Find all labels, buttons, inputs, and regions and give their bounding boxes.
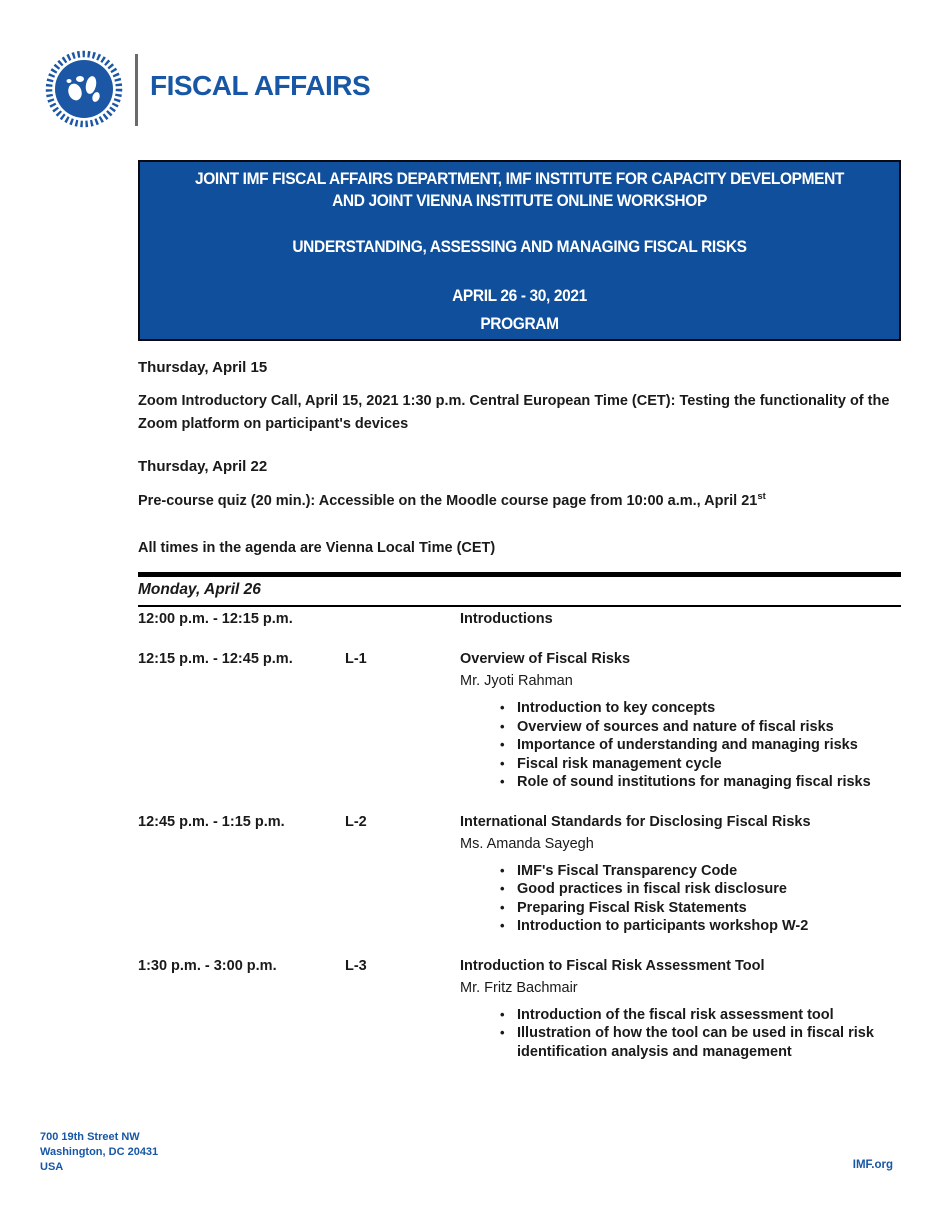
title-box-line2: AND JOINT VIENNA INSTITUTE ONLINE WORKSHOP xyxy=(332,192,707,210)
session-code: L-3 xyxy=(345,957,367,974)
pre-course-quiz-main: Pre-course quiz (20 min.): Accessible on the Moodle course page from 10:00 a.m., April 21 xyxy=(138,492,758,509)
day-heading-monday: Monday, April 26 xyxy=(138,580,261,598)
session-bullets xyxy=(460,862,901,936)
workshop-title-box xyxy=(138,160,901,341)
bullet-item: • Illustration of how the tool can be used in fiscal risk identification analysis and management xyxy=(500,1024,901,1061)
zoom-call-text: Zoom Introductory Call, April 15, 2021 1:30 p.m. Central European Time (CET): Testing the functionality of the Zoom platform on participant's devices xyxy=(138,393,890,432)
bullet-item: • Introduction of the fiscal risk assessment tool xyxy=(500,1006,901,1025)
session-time: 12:15 p.m. - 12:45 p.m. xyxy=(138,651,293,668)
bullet-item: • Fiscal risk management cycle xyxy=(500,755,901,774)
session-time: 12:00 p.m. - 12:15 p.m. xyxy=(138,611,293,628)
bullet-item: • Role of sound institutions for managing fiscal risks xyxy=(500,773,901,792)
agenda-row xyxy=(138,610,901,629)
section-heading-april-22: Thursday, April 22 xyxy=(138,458,268,475)
session-content xyxy=(460,957,901,1062)
bullet-item: • Introduction to key concepts xyxy=(500,699,901,718)
agenda-row xyxy=(138,650,901,792)
session-content xyxy=(460,610,901,629)
program-label: PROGRAM xyxy=(480,315,559,333)
fiscal-affairs-wordmark: FISCAL AFFAIRS xyxy=(150,70,371,101)
bullet-item: • Introduction to participants workshop W-2 xyxy=(500,917,901,936)
letterhead-divider xyxy=(135,54,138,126)
session-speaker: Mr. Fritz Bachmair xyxy=(460,979,578,996)
session-time: 12:45 p.m. - 1:15 p.m. xyxy=(138,813,285,830)
footer-address xyxy=(40,1130,158,1175)
bullet-item: • Preparing Fiscal Risk Statements xyxy=(500,899,901,918)
session-content xyxy=(460,813,901,936)
footer-address-line2: Washington, DC 20431 xyxy=(40,1146,159,1158)
agenda-header-rule xyxy=(138,605,901,608)
imf-org-link[interactable]: IMF.org xyxy=(852,1159,893,1171)
session-bullets xyxy=(460,1006,901,1062)
agenda-row xyxy=(138,957,901,1062)
session-time: 1:30 p.m. - 3:00 p.m. xyxy=(138,957,277,974)
pre-course-quiz-superscript: st xyxy=(757,491,766,502)
workshop-dates: APRIL 26 - 30, 2021 xyxy=(452,287,587,305)
footer-address-line1: 700 19th Street NW xyxy=(40,1131,140,1143)
main-content xyxy=(138,352,901,1061)
session-code: L-2 xyxy=(345,813,367,830)
section-heading-april-15: Thursday, April 15 xyxy=(138,359,268,376)
session-title: International Standards for Disclosing Fiscal Risks xyxy=(460,813,811,830)
session-title: Introduction to Fiscal Risk Assessment Tool xyxy=(460,957,765,974)
session-speaker: Mr. Jyoti Rahman xyxy=(460,673,573,690)
bullet-item: • Importance of understanding and managing risks xyxy=(500,736,901,755)
pre-course-quiz-text xyxy=(138,485,901,513)
title-box-line1: JOINT IMF FISCAL AFFAIRS DEPARTMENT, IMF INSTITUTE FOR CAPACITY DEVELOPMENT xyxy=(194,170,845,188)
session-bullets xyxy=(460,699,901,792)
imf-seal-icon xyxy=(45,50,123,128)
agenda-row xyxy=(138,813,901,936)
bullet-item: • Overview of sources and nature of fiscal risks xyxy=(500,718,901,737)
session-title: Introductions xyxy=(460,611,553,628)
bullet-item: • IMF's Fiscal Transparency Code xyxy=(500,862,901,881)
workshop-title: UNDERSTANDING, ASSESSING AND MANAGING FISCAL RISKS xyxy=(292,238,747,256)
footer-address-line3: USA xyxy=(40,1161,64,1173)
session-code: L-1 xyxy=(345,651,367,668)
bullet-item: • Good practices in fiscal risk disclosure xyxy=(500,880,901,899)
session-title: Overview of Fiscal Risks xyxy=(460,651,631,668)
session-content xyxy=(460,650,901,792)
session-speaker: Ms. Amanda Sayegh xyxy=(460,835,594,852)
timezone-note: All times in the agenda are Vienna Local Time (CET) xyxy=(138,539,496,556)
